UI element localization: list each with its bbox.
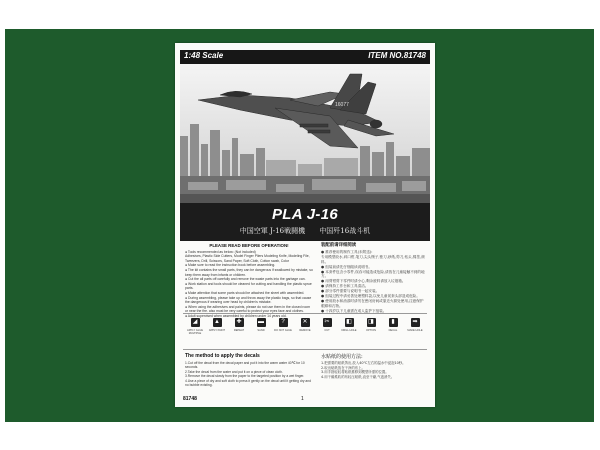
legend-item: [339, 318, 359, 348]
decal-step: 2.Take the decal from the water and put it on a piece of clean cloth.: [185, 369, 283, 374]
legend-item: [317, 318, 337, 348]
warning-line-zh: ● 部分零件需要与说明书一起安装。: [321, 289, 380, 294]
warning-line: ● Make attention that some parts should be attached the sheet with assembled.: [185, 290, 305, 295]
legend-item: [229, 318, 249, 348]
warning-line-zh: ● 组装过程中请妥善处理塑料袋,以免儿童误套头部造成危险。: [321, 294, 420, 299]
scale-label: 1:48 Scale: [184, 51, 224, 60]
subtitle-traditional: 中国空軍 J-16戦闘機: [239, 227, 306, 235]
divider-bottom: [183, 349, 427, 350]
decal-step-zh: 2.取出贴纸放在干净的布上。: [321, 365, 365, 370]
legend-label: APPLY GLUE MULTIPLE: [187, 329, 203, 336]
remove-icon: ✕: [302, 319, 308, 325]
warning-line: ● Make sure to read the instruction book before assembling.: [185, 263, 276, 268]
warning-line: ● When using the adhesives and paints, please do not use them in the closed room or near the fire. also must be very careful to protect your eyes face and clothes.: [185, 304, 311, 314]
header-bar: [180, 50, 430, 64]
legend-label: CUT: [324, 329, 330, 332]
instruction-sheet: [175, 43, 435, 407]
warning-line: Adhesives, Plastic Side Cutters, Model Finger Pliers Modeling Knife, Modeling File, Tweezers, Drill, Scissors, Sand Paper, Soft Cloth, Cotton swab, Color: [185, 254, 310, 263]
warning-line: ● Cut the all parts off carefully and remove the waste parts into the garbage can.: [185, 277, 306, 282]
option-icon: ◨: [368, 319, 374, 325]
warning-line-zh: ● 推荐使用的制作工具(未附送):: [321, 249, 373, 254]
legend-label: MAKE HOLE: [407, 329, 423, 332]
decal-step-zh: 1.把需要的贴纸剪出,放入40℃左右的温水中浸泡10秒。: [321, 361, 406, 365]
cut-icon: ✂: [324, 319, 330, 325]
warning-line: ● Work station and tools should be cleaned for cutting and handling the plastic sprue parts.: [185, 281, 312, 291]
decal-step: 3.Remove the decal slowly from the paper to the targeted position by a wet finger.: [185, 374, 305, 379]
divider-top: [183, 313, 427, 314]
warning-line-zh: ● 十四岁以下儿童需在成人监护下组装。: [321, 308, 387, 313]
page-number: 1: [301, 396, 304, 402]
symbol-legend: [185, 318, 425, 348]
decal-steps: [185, 361, 315, 387]
warnings-english: [185, 244, 313, 319]
legend-label: APPLY PAINT: [208, 329, 226, 332]
legend-item: [251, 318, 271, 348]
warning-line-zh: ● 使用胶水和油漆时请勿在密闭房间或靠近火源处使用,注意保护眼睛和衣物。: [321, 298, 424, 308]
make-hole-icon: ➡: [412, 319, 418, 325]
warning-line: ● Tools recommended as below: (Not included): [185, 249, 256, 254]
warnings-heading-zh: 装配前请详细阅读: [321, 243, 357, 248]
legend-item: [361, 318, 381, 348]
decal-steps-zh: [321, 361, 427, 379]
subtitle-simplified: 中国歼16战斗机: [319, 227, 371, 235]
warnings-chinese: [321, 244, 427, 314]
legend-label: SAND: [257, 329, 265, 332]
warning-line-zh: ● 组装前请先仔细阅读说明书。: [321, 264, 372, 269]
warning-line-zh: ● 用剪钳剪下零件时请小心,剩余废料请放入垃圾箱。: [321, 279, 406, 284]
legend-item: [207, 318, 227, 348]
legend-item: [185, 318, 205, 348]
decal-step-zh: 3.用手指轻轻将贴纸推移到模型所需的位置。: [321, 370, 389, 375]
legend-label: DRILL HOLE: [341, 329, 357, 332]
legend-label: DECAL: [388, 329, 398, 332]
repeat-icon: ✚: [236, 319, 242, 325]
decal-method-title: The method to apply the decals: [185, 353, 260, 359]
legend-item: [295, 318, 315, 348]
legend-item: [405, 318, 425, 348]
warnings-heading: PLEASE READ BEFORE OPERATION!: [209, 243, 289, 248]
legend-label: REMOVE: [299, 329, 311, 332]
aircraft-photo: [180, 64, 430, 203]
drill-icon: ◧: [346, 319, 352, 325]
legend-item: [273, 318, 293, 348]
sand-icon: ▬: [258, 319, 264, 325]
warning-line-zh: ● 请保持工作台和工具清洁。: [321, 284, 369, 289]
legend-label: OPTION: [366, 329, 376, 332]
item-number: ITEM NO.81748: [368, 51, 426, 60]
warning-line: ● Adult supervised when assembled by children under 14 years old.: [185, 313, 287, 318]
decal-method-title-zh: 水贴纸的使用方法:: [321, 354, 363, 360]
decal-step: 4.Use a piece of dry and soft cloth to press it gently on the decal until it getting dry and no bubble existing.: [185, 378, 311, 388]
decal-step-zh: 4.用干燥柔软的布轻压贴纸,直至干燥,气泡消失。: [321, 374, 395, 379]
decal-step: 1.Cut off the decal from the decal paper and put it into the warm water 40℃ for 10 seconds.: [185, 361, 305, 370]
warning-line: ● The kit contains the small parts, they can be dangerous if swallowed by mistake, so keep them away from infants or children.: [185, 267, 313, 277]
apply-glue-icon: ◢: [191, 318, 200, 327]
warnings-list: [185, 250, 313, 319]
legend-item: [383, 318, 403, 348]
warnings-list-zh: [321, 250, 427, 314]
kit-title: PLA J-16: [271, 206, 339, 223]
legend-label: REPEAT: [233, 329, 245, 332]
footer-item-code: 81748: [183, 396, 197, 402]
do-not-glue-icon: ?: [279, 318, 288, 327]
kit-subtitles: [180, 226, 430, 236]
aircraft-photo-image: [180, 64, 430, 203]
legend-label: DO NOT GLUE: [274, 329, 292, 332]
apply-paint-icon: ▲: [214, 319, 220, 325]
warning-line-zh: 专用模型胶水,斜口钳,笔刀,尖头镊子,锉刀,砂纸,剪刀,钻头,棉签,颜料。: [321, 254, 425, 264]
tail-number: 16077: [335, 102, 349, 108]
decal-icon: ▮: [389, 318, 398, 327]
title-band: [180, 203, 430, 241]
warning-line: ● During assembling, please take up and throw away the plastic bags, so that cause the dangerous if wearing over head by children's mistake.: [185, 295, 312, 305]
warning-line-zh: ● 本套件包含小零件,误吞可能造成危险,请放在儿童接触不到的地方。: [321, 269, 425, 279]
